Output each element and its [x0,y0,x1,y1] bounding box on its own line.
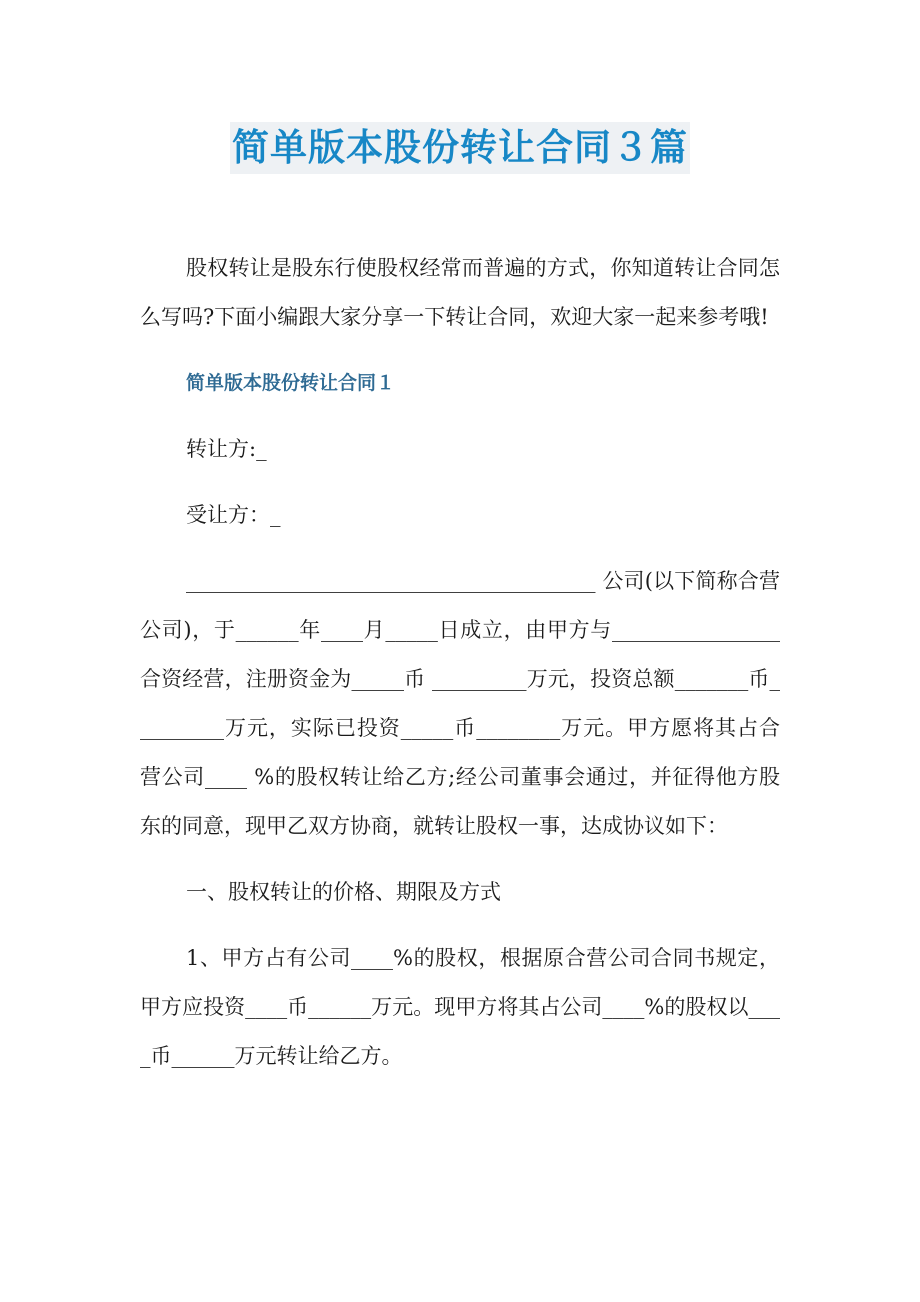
clause-1-paragraph: 1、甲方占有公司____%的股权，根据原合营公司合同书规定，甲方应投资____币______万元。现甲方将其占公司____%的股权以____币______万元转让给乙方。 [140,946,780,1068]
clause-heading: 一、股权转让的价格、期限及方式 [186,880,501,904]
document-body [140,244,780,1098]
title-container [0,122,920,174]
intro-paragraph: 股权转让是股东行使股权经常而普遍的方式，你知道转让合同怎么写吗?下面小编跟大家分享一下转让合同，欢迎大家一起来参考哦! [140,256,780,329]
transferor-line: 转让方:_ [186,437,267,461]
company-paragraph: _______________________________________ 公司(以下简称合营公司)，于______年____月_____日成立，由甲方与________________合资经营，注册资金为_____币 _________万元，投资总额_______币_________万元，实际已投资_____币________万元。甲方愿将其占合营公司____ %的股权转让给乙方;经公司董事会通过，并征得他方股东的同意，现甲乙双方协商，就转让股权一事，达成协议如下： [140,569,780,838]
section-heading: 简单版本股份转让合同１ [186,372,396,394]
transferee-line: 受让方：_ [186,503,281,527]
document-title: 简单版本股份转让合同３篇 [230,122,690,174]
